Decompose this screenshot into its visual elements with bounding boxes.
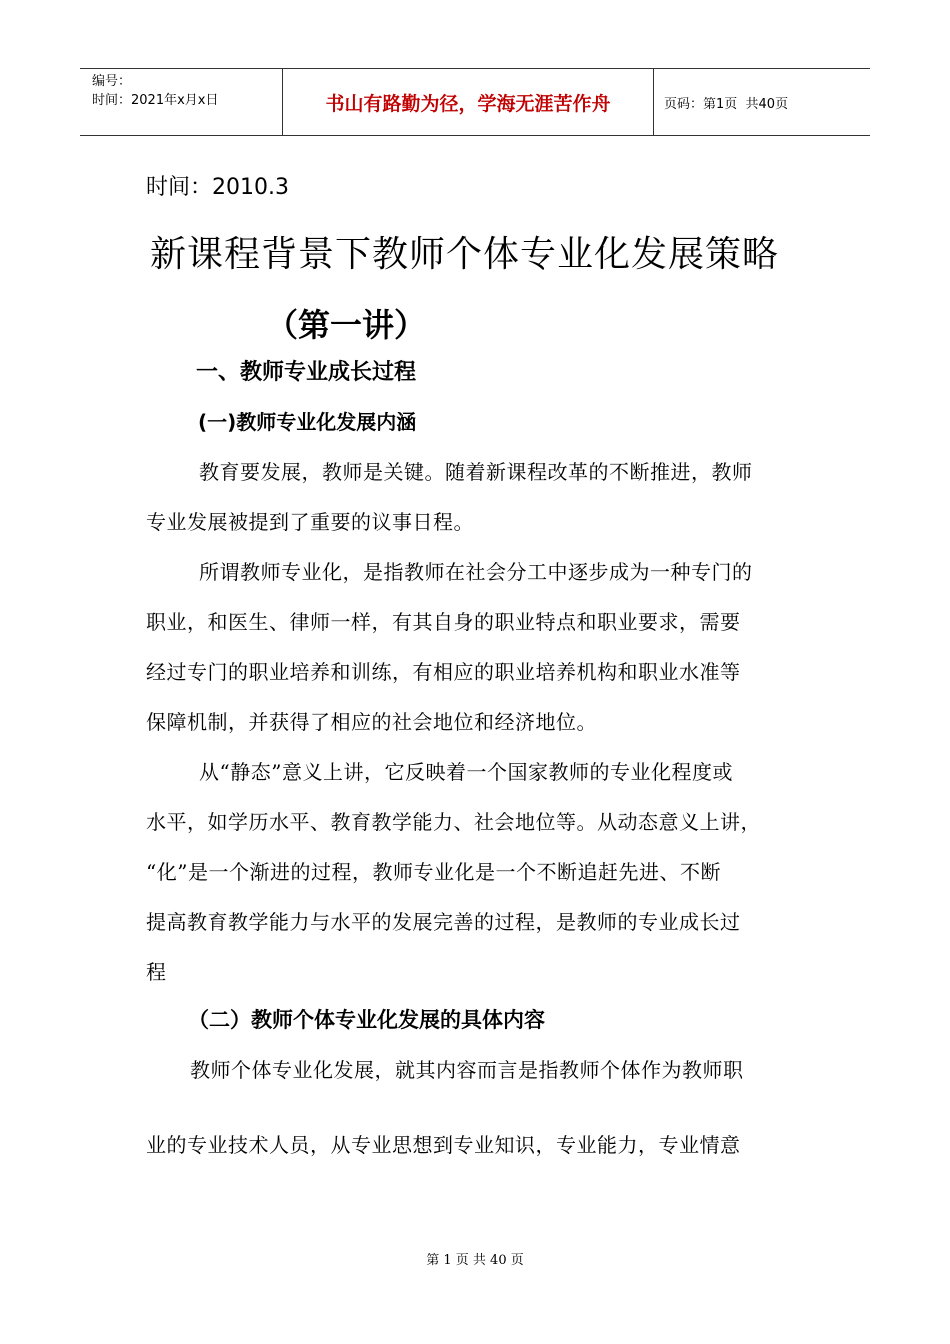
subsection-heading-2: （二）教师个体专业化发展的具体内容 [188,1008,545,1032]
document-header [80,68,870,136]
document-title: 新课程背景下教师个体专业化发展策略 [150,234,780,275]
paragraph-line: 专业发展被提到了重要的议事日程。 [146,510,474,534]
paragraph-line: 水平，如学历水平、教育教学能力、社会地位等。从动态意义上讲， [146,810,761,834]
paragraph-line: 业的专业技术人员，从专业思想到专业知识，专业能力，专业情意 [146,1133,741,1157]
header-motto: 书山有路勤为径，学海无涯苦作舟 [325,92,611,115]
paragraph-line: 职业，和医生、律师一样，有其自身的职业特点和职业要求，需要 [146,610,741,634]
paragraph-line: 提高教育教学能力与水平的发展完善的过程，是教师的专业成长过 [146,910,741,934]
paragraph-line: 从“静态”意义上讲，它反映着一个国家教师的专业化程度或 [199,760,733,784]
header-time-label: 时间：2021年x月x日 [92,93,219,108]
document-time: 时间：2010.3 [146,175,289,200]
section-heading-1: 一、教师专业成长过程 [196,360,417,385]
paragraph-line: 所谓教师专业化，是指教师在社会分工中逐步成为一种专门的 [199,560,753,584]
page-footer: 第 1 页 共 40 页 [426,1253,524,1268]
header-page-cell [654,69,870,135]
header-number-label: 编号： [92,74,132,89]
document-subtitle: （第一讲） [266,306,427,344]
paragraph-line: 教师个体专业化发展，就其内容而言是指教师个体作为教师职 [190,1058,744,1082]
paragraph-line: “化”是一个渐进的过程，教师专业化是一个不断追赶先进、不断 [146,860,721,884]
header-page-info: 页码：第1页 共40页 [664,96,789,112]
paragraph-line: 教育要发展，教师是关键。随着新课程改革的不断推进，教师 [199,460,753,484]
header-motto-cell [282,69,654,135]
header-meta [80,69,282,135]
paragraph-line: 保障机制，并获得了相应的社会地位和经济地位。 [146,710,597,734]
paragraph-line: 经过专门的职业培养和训练，有相应的职业培养机构和职业水准等 [146,660,741,684]
subsection-heading-1: (一)教师专业化发展内涵 [198,410,417,434]
paragraph-line: 程 [146,960,167,984]
